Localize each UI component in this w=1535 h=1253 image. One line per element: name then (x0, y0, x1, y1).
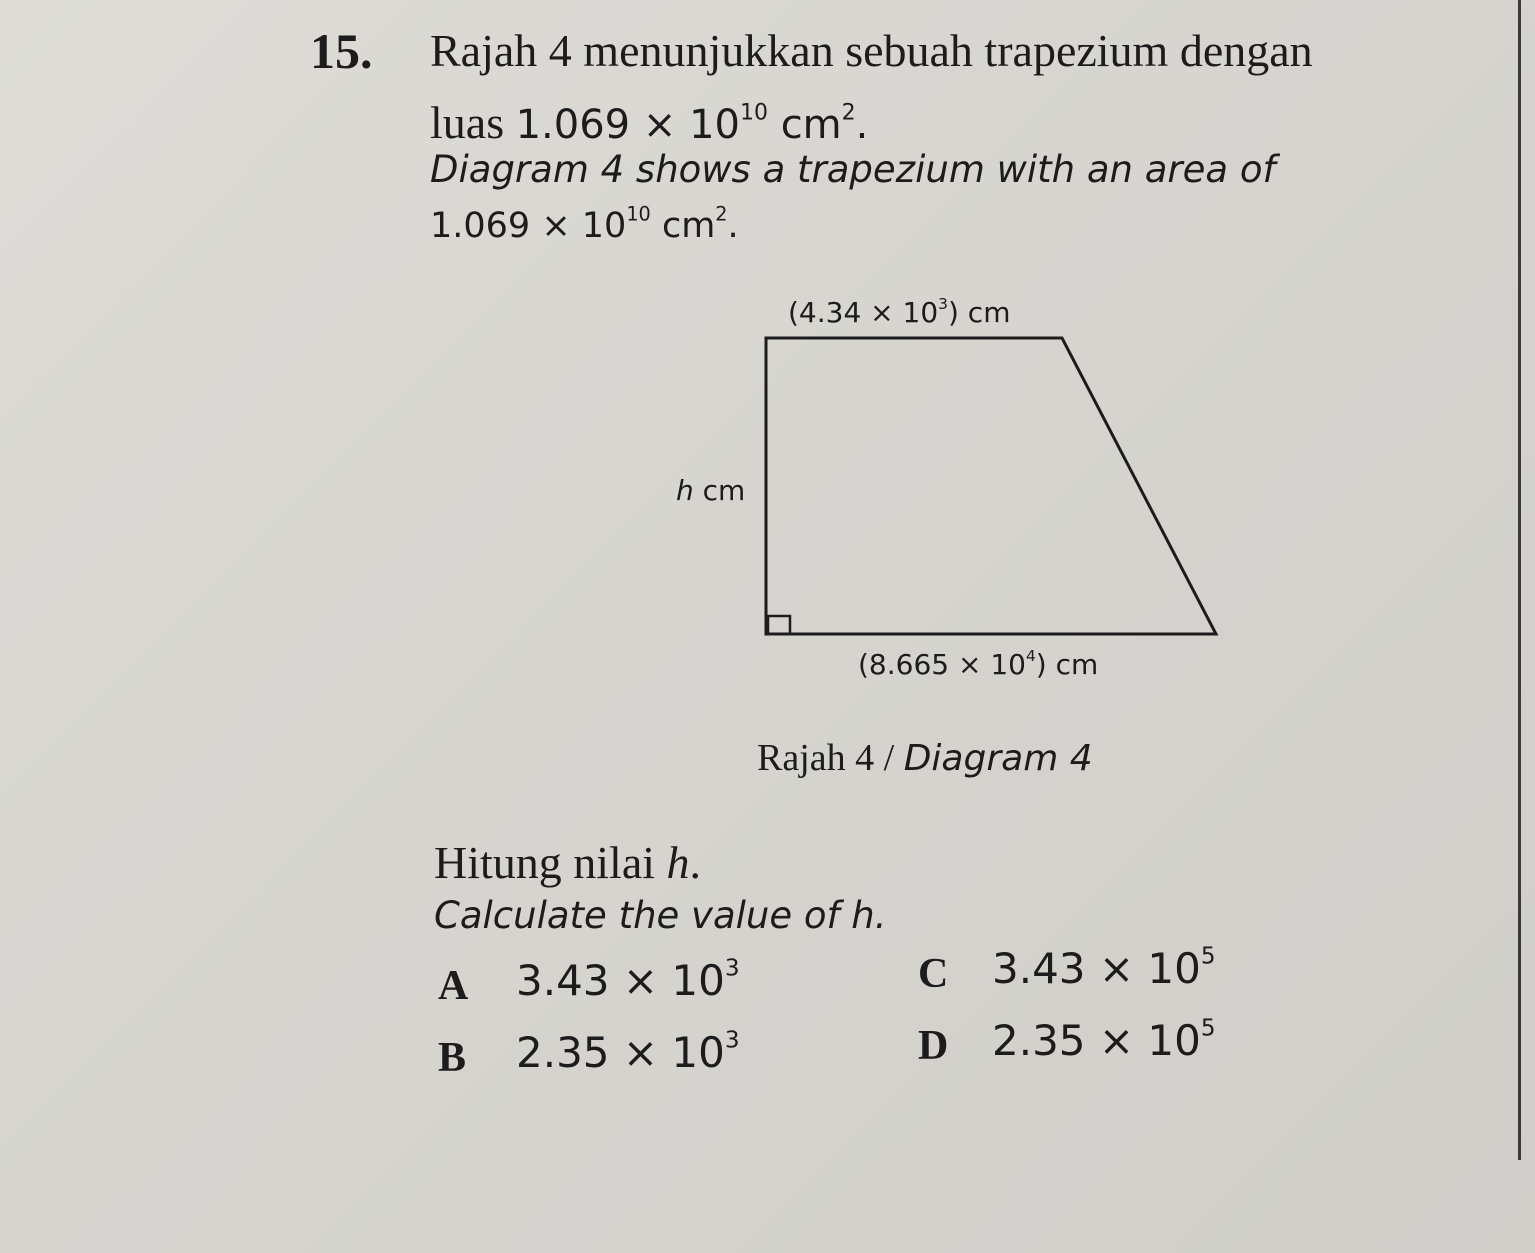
malay-area-value: $1.069 \times 10^{10}$ $cm^2$. (515, 100, 869, 148)
english-prompt: Calculate the value of h. (434, 894, 887, 937)
bottom-side-label: $(8.665 \times 10^4)$ cm (858, 646, 1099, 681)
malay-area-prefix: luas (430, 97, 505, 148)
option-a-value: $3.43 \times 10^3$ (516, 955, 740, 1005)
option-a-letter: A (438, 963, 469, 1009)
trapezium-shape (766, 338, 1216, 634)
option-b-letter: B (438, 1035, 467, 1081)
right-angle-marker (768, 616, 790, 634)
english-area-value: $1.069 \times 10^{10}$ $cm^2$. (430, 202, 739, 246)
option-b-value: $2.35 \times 10^3$ (516, 1027, 740, 1077)
option-c-letter: C (918, 951, 949, 997)
top-side-label: $(4.34 \times 10^3)$ cm (788, 294, 1011, 329)
english-statement-line1: Diagram 4 shows a trapezium with an area of (430, 148, 1276, 191)
question-number: 15. (310, 23, 373, 79)
option-d-letter: D (918, 1023, 949, 1069)
option-d-value: $2.35 \times 10^5$ (992, 1015, 1216, 1065)
diagram-caption: Rajah 4 / Diagram 4 (757, 737, 1093, 779)
option-c-value: $3.43 \times 10^5$ (992, 943, 1216, 993)
height-label: h cm (676, 474, 746, 507)
malay-prompt: Hitung nilai h. (434, 837, 702, 888)
malay-statement-line1: Rajah 4 menunjukkan sebuah trapezium dengan (430, 25, 1313, 76)
